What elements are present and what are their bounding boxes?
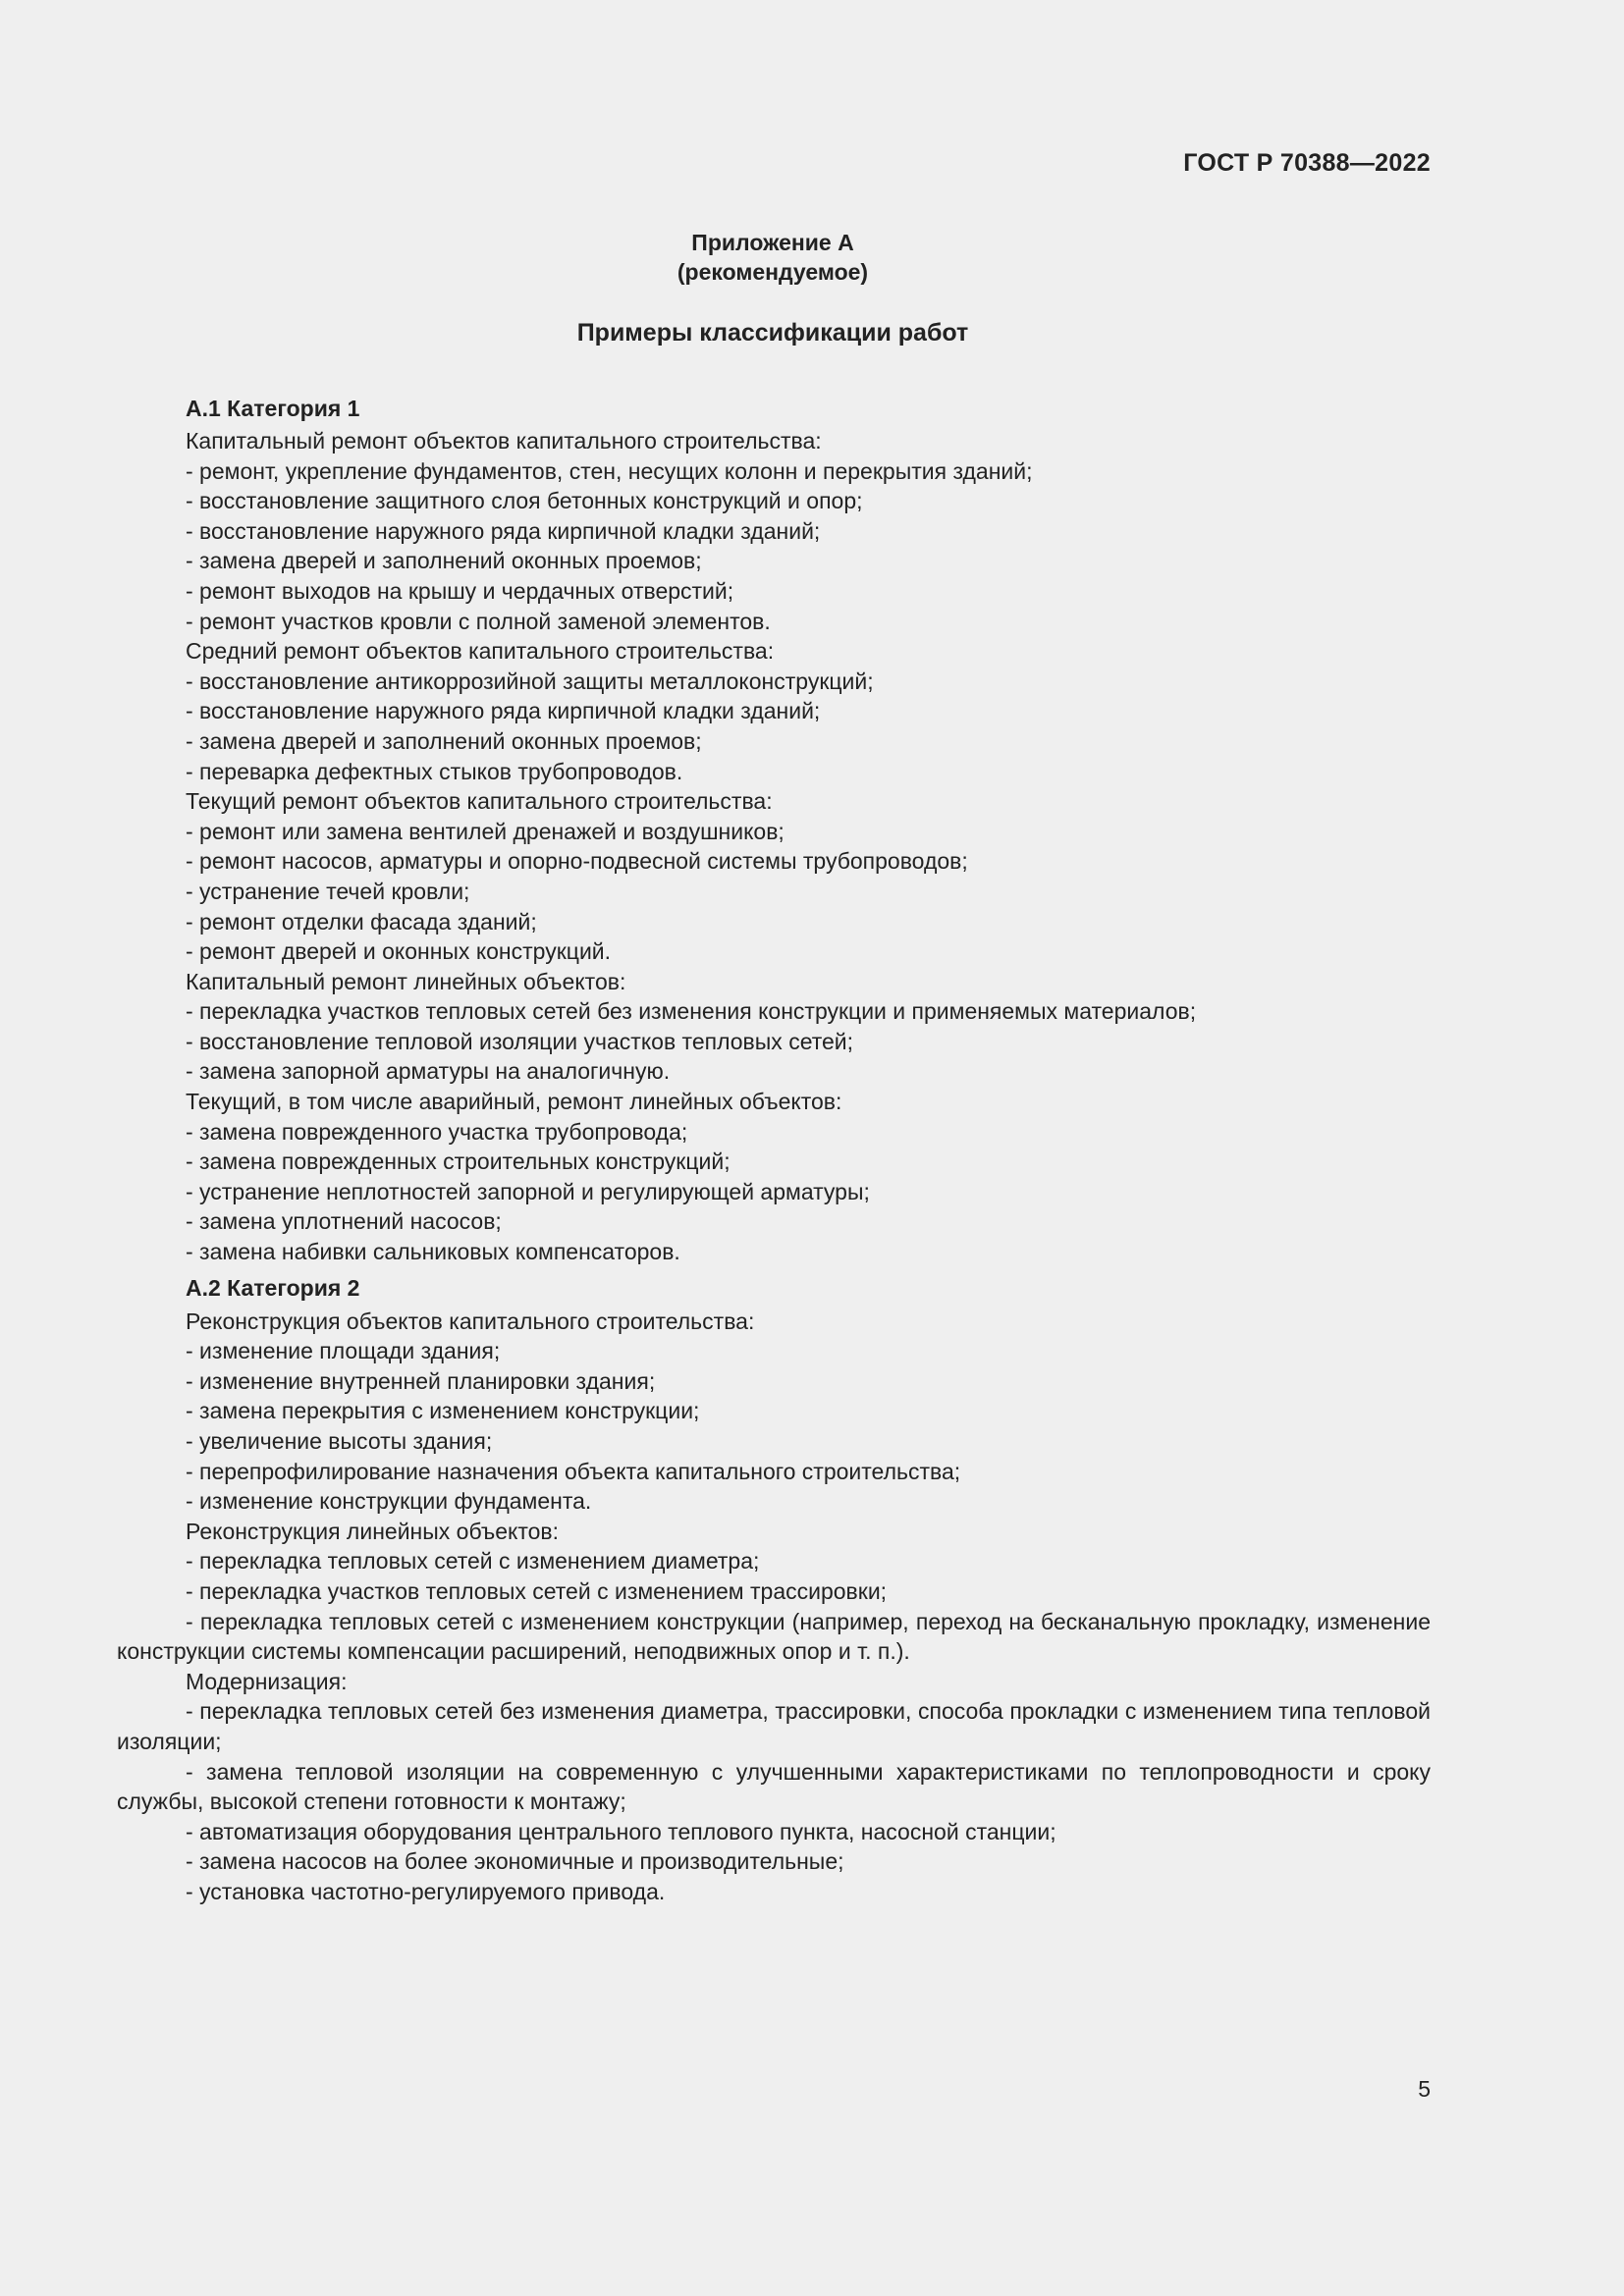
list-item: - замена насосов на более экономичные и производительные; (186, 1848, 844, 1875)
list-item: - замена набивки сальниковых компенсаторов. (186, 1239, 680, 1265)
page-number: 5 (1418, 2076, 1431, 2102)
list-item: - перекладка участков тепловых сетей без изменения конструкции и применяемых материалов; (186, 998, 1197, 1025)
section-heading-a2: А.2 Категория 2 (186, 1274, 360, 1301)
section-a2-content (117, 1307, 1431, 1907)
list-item: - автоматизация оборудования центрального теплового пункта, насосной станции; (186, 1818, 1056, 1844)
list-item: - перекладка тепловых сетей с изменением конструкции (например, переход на бесканальную прокладку, изменение конструкции системы компенсации расширений, неподвижных опор и т. п.). (117, 1608, 1431, 1665)
list-item: - ремонт дверей и оконных конструкций. (186, 938, 612, 965)
list-item: - ремонт насосов, арматуры и опорно-подвесной системы трубопроводов; (186, 848, 968, 875)
list-item: - замена перекрытия с изменением конструкции; (186, 1398, 700, 1424)
section-heading-a1: А.1 Категория 1 (186, 396, 360, 421)
page-title: Примеры классификации работ (576, 319, 969, 347)
list-item: - замена уплотнений насосов; (186, 1208, 502, 1235)
appendix-label: Приложение А (691, 230, 854, 255)
list-item: - увеличение высоты здания; (186, 1428, 493, 1454)
appendix-title (0, 228, 1545, 287)
list-item: - перекладка тепловых сетей с изменением диаметра; (186, 1548, 760, 1575)
list-item: - изменение конструкции фундамента. (186, 1488, 592, 1515)
list-item: - ремонт, укрепление фундаментов, стен, несущих колонн и перекрытия зданий; (186, 457, 1033, 484)
list-item: - перекладка участков тепловых сетей с изменением трассировки; (186, 1577, 888, 1604)
list-item: - устранение течей кровли; (186, 878, 470, 904)
appendix-status: (рекомендуемое) (677, 259, 869, 285)
list-item: - восстановление наружного ряда кирпичной кладки зданий; (186, 698, 821, 724)
list-item: - изменение внутренней планировки здания; (186, 1367, 656, 1394)
list-item: - замена поврежденного участка трубопровода; (186, 1118, 688, 1145)
list-item: - устранение неплотностей запорной и регулирующей арматуры; (186, 1178, 870, 1204)
text-line: Капитальный ремонт объектов капитального строительства: (186, 428, 822, 454)
list-item: - изменение площади здания; (186, 1338, 501, 1364)
list-item: - ремонт отделки фасада зданий; (186, 908, 537, 934)
document-code: ГОСТ Р 70388—2022 (1183, 149, 1431, 177)
text-line: Модернизация: (186, 1668, 348, 1694)
list-item: - перекладка тепловых сетей без изменения диаметра, трассировки, способа прокладки с изменением типа тепловой изоляции; (117, 1698, 1431, 1754)
list-item: - восстановление тепловой изоляции участков тепловых сетей; (186, 1028, 854, 1054)
list-item: - ремонт выходов на крышу и чердачных отверстий; (186, 577, 734, 604)
text-line: Текущий ремонт объектов капитального строительства: (186, 788, 773, 815)
text-line: Средний ремонт объектов капитального строительства: (186, 638, 775, 665)
list-item: - восстановление защитного слоя бетонных конструкций и опор; (186, 488, 863, 514)
text-line: Реконструкция объектов капитального строительства: (186, 1308, 755, 1334)
list-item: - замена запорной арматуры на аналогичную. (186, 1058, 671, 1085)
list-item: - перепрофилирование назначения объекта капитального строительства; (186, 1458, 961, 1484)
list-item: - замена поврежденных строительных конструкций; (186, 1148, 731, 1175)
text-line: Текущий, в том числе аварийный, ремонт линейных объектов: (186, 1089, 842, 1115)
list-item: - восстановление антикоррозийной защиты металлоконструкций; (186, 667, 874, 694)
list-item: - установка частотно-регулируемого привода. (186, 1878, 666, 1904)
list-item: - восстановление наружного ряда кирпичной кладки зданий; (186, 517, 821, 544)
list-item: - замена дверей и заполнений оконных проемов; (186, 548, 702, 574)
text-line: Реконструкция линейных объектов: (186, 1518, 560, 1544)
list-item: - замена тепловой изоляции на современную с улучшенными характеристиками по теплопроводности и сроку службы, высокой степени готовности к монтажу; (117, 1758, 1431, 1815)
list-item: - замена дверей и заполнений оконных проемов; (186, 727, 702, 754)
text-line: Капитальный ремонт линейных объектов: (186, 968, 626, 994)
document-body (117, 394, 1431, 1907)
list-item: - ремонт участков кровли с полной заменой элементов. (186, 608, 771, 634)
list-item: - ремонт или замена вентилей дренажей и воздушников; (186, 818, 785, 844)
section-a1-content (117, 426, 1431, 1267)
list-item: - переварка дефектных стыков трубопроводов. (186, 758, 683, 784)
